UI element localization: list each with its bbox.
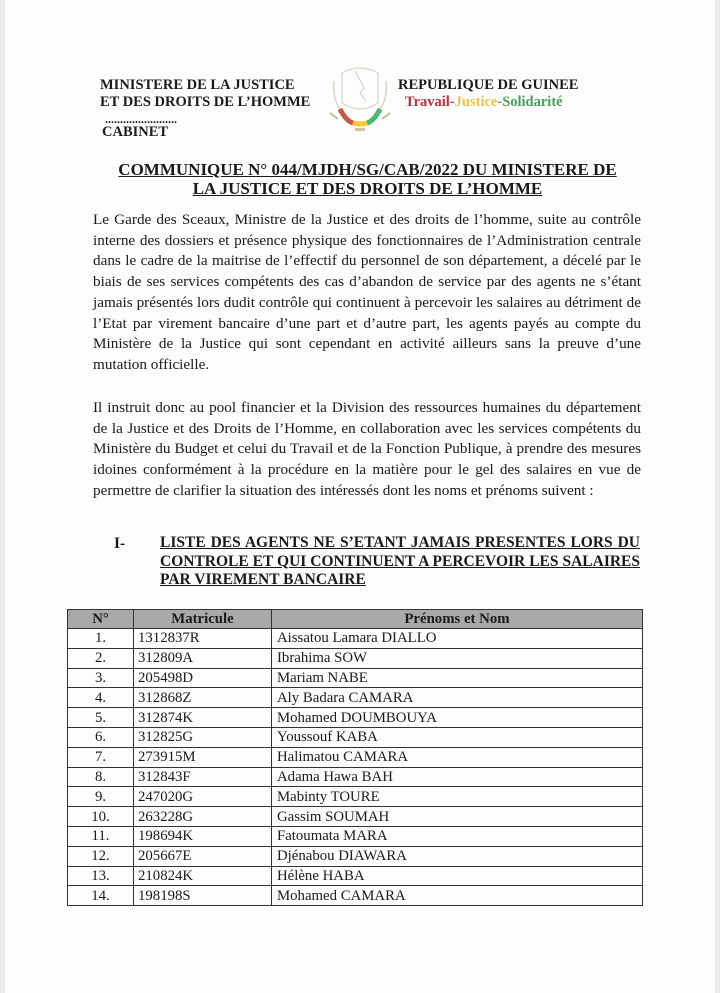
row-name: Aly Badara CAMARA bbox=[272, 688, 643, 708]
row-matricule: 273915M bbox=[134, 747, 272, 767]
column-header-matricule: Matricule bbox=[134, 610, 272, 629]
table-row bbox=[68, 767, 643, 787]
agents-table bbox=[67, 609, 643, 906]
column-header-number: N° bbox=[68, 610, 134, 629]
row-matricule: 312874K bbox=[134, 708, 272, 728]
row-matricule: 312809A bbox=[134, 648, 272, 668]
section-title: LISTE DES AGENTS NE S’ETANT JAMAIS PRESENTES LORS DU CONTROLE ET QUI CONTINUENT A PERCEVOIR LES SALAIRES PAR VIREMENT BANCAIRE bbox=[160, 534, 640, 588]
row-number: 4. bbox=[68, 688, 134, 708]
row-name: Mabinty TOURE bbox=[272, 787, 643, 807]
section-number: I- bbox=[114, 535, 126, 552]
table-row bbox=[68, 688, 643, 708]
row-number: 6. bbox=[68, 727, 134, 747]
ministry-name bbox=[100, 77, 310, 111]
row-matricule: 312843F bbox=[134, 767, 272, 787]
row-matricule: 312868Z bbox=[134, 688, 272, 708]
row-matricule: 263228G bbox=[134, 807, 272, 827]
table-row bbox=[68, 708, 643, 728]
row-name: Halimatou CAMARA bbox=[272, 747, 643, 767]
row-number: 5. bbox=[68, 708, 134, 728]
republic-name: REPUBLIQUE DE GUINEE bbox=[398, 77, 579, 93]
table-row bbox=[68, 787, 643, 807]
row-number: 10. bbox=[68, 807, 134, 827]
title-line-1: COMMUNIQUE N° 044/MJDH/SG/CAB/2022 DU MINISTERE DE bbox=[118, 160, 617, 179]
row-name: Mohamed DOUMBOUYA bbox=[272, 708, 643, 728]
row-number: 13. bbox=[68, 866, 134, 886]
row-number: 9. bbox=[68, 787, 134, 807]
row-number: 2. bbox=[68, 648, 134, 668]
table-header-row bbox=[68, 610, 643, 629]
ministry-line-2: ET DES DROITS DE L’HOMME bbox=[100, 94, 311, 110]
row-name: Aissatou Lamara DIALLO bbox=[272, 629, 643, 649]
title-line-2: LA JUSTICE ET DES DROITS DE L’HOMME bbox=[192, 179, 543, 198]
row-matricule: 1312837R bbox=[134, 629, 272, 649]
table-row bbox=[68, 886, 643, 906]
table-row bbox=[68, 807, 643, 827]
row-number: 11. bbox=[68, 826, 134, 846]
motto-travail: Travail- bbox=[405, 94, 455, 110]
table-row bbox=[68, 668, 643, 688]
row-matricule: 247020G bbox=[134, 787, 272, 807]
row-matricule: 205667E bbox=[134, 846, 272, 866]
table-row bbox=[68, 866, 643, 886]
row-matricule: 210824K bbox=[134, 866, 272, 886]
row-name: Youssouf KABA bbox=[272, 727, 643, 747]
table-row bbox=[68, 727, 643, 747]
row-name: Djénabou DIAWARA bbox=[272, 846, 643, 866]
ministry-line-1: MINISTERE DE LA JUSTICE bbox=[100, 77, 295, 93]
communique-title bbox=[85, 160, 650, 198]
column-header-name: Prénoms et Nom bbox=[272, 610, 643, 629]
row-matricule: 198694K bbox=[134, 826, 272, 846]
table-row bbox=[68, 629, 643, 649]
row-name: Hélène HABA bbox=[272, 866, 643, 886]
table-row bbox=[68, 648, 643, 668]
row-number: 7. bbox=[68, 747, 134, 767]
row-number: 3. bbox=[68, 668, 134, 688]
table-row bbox=[68, 747, 643, 767]
table-row bbox=[68, 846, 643, 866]
row-matricule: 312825G bbox=[134, 727, 272, 747]
row-matricule: 198198S bbox=[134, 886, 272, 906]
row-matricule: 205498D bbox=[134, 668, 272, 688]
table-row bbox=[68, 826, 643, 846]
paragraph-findings: Le Garde des Sceaux, Ministre de la Justice et des droits de l’homme, suite au contrôle interne des dossiers et présence physique des fonctionnaires de l’Administration centrale dans le cadre de la maitrise de l’effectif du personnel de son département, a décelé par le biais de ses services compétents des cas d’abandon de service par des agents ne s’étant jamais présentés lors dudit contrôle qui continuent à percevoir les salaires au détriment de l’Etat par virement bancaire d’une part et d’autre part, les agents payés au compte du Ministère de la Justice qui sont cependant en activité ailleurs sans la preuve d’une mutation officielle. bbox=[93, 211, 641, 373]
paragraph-instructions: Il instruit donc au pool financier et la Division des ressources humaines du département de la Justice et des Droits de l’Homme, en collaboration avec les services compétents du Ministère du Budget et celui du Travail et de la Fonction Publique, à prendre des mesures idoines conformément à la procédure en la matière pour le gel des salaires en vue de permettre de clarifier la situation des intéressés dont les noms et prénoms suivent : bbox=[93, 399, 641, 499]
cabinet-label: CABINET bbox=[102, 124, 169, 140]
row-name: Mariam NABE bbox=[272, 668, 643, 688]
row-number: 1. bbox=[68, 629, 134, 649]
row-name: Mohamed CAMARA bbox=[272, 886, 643, 906]
row-number: 12. bbox=[68, 846, 134, 866]
row-number: 8. bbox=[68, 767, 134, 787]
row-name: Ibrahima SOW bbox=[272, 648, 643, 668]
row-number: 14. bbox=[68, 886, 134, 906]
row-name: Adama Hawa BAH bbox=[272, 767, 643, 787]
national-motto bbox=[405, 94, 563, 111]
row-name: Fatoumata MARA bbox=[272, 826, 643, 846]
row-name: Gassim SOUMAH bbox=[272, 807, 643, 827]
motto-justice: Justice bbox=[454, 94, 498, 110]
guinea-coat-of-arms-icon bbox=[320, 63, 400, 138]
header-dots-divider: ........................ bbox=[105, 112, 177, 126]
motto-solidarite: -Solidarité bbox=[497, 94, 563, 110]
